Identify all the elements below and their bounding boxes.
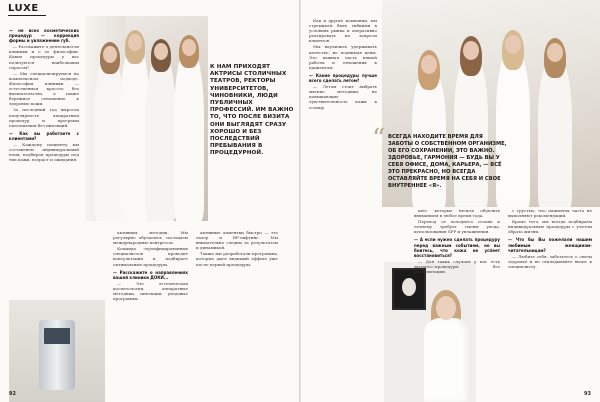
- paragraph: Также мы разработали программы, которые дают видимый эффект уже после первой процедуры.: [196, 251, 278, 267]
- question-heading: — Какие процедуры лучше всего сделать летом?: [309, 73, 377, 83]
- paragraph: — Любите себя, заботьтесь о своем здоровье и не откладывайте визит к специалисту.: [508, 253, 592, 269]
- left-column-2: [113, 230, 188, 302]
- paragraph: Кроме того, мы всегда подбираем индивидуальные процедуры с учетом образа жизни.: [508, 219, 592, 235]
- page-number-right: 93: [584, 391, 591, 397]
- paragraph: Мы научились удерживать качество, не поднимая цены. Это важная часть нашей работы и отношения к пациентам.: [309, 44, 377, 70]
- quote-mark-icon: “: [372, 124, 386, 154]
- paragraph: — Для таких случаев у нас есть экспресс-процедуры без реабилитации.: [414, 258, 500, 275]
- left-page: [0, 0, 299, 402]
- question-heading: — Как вы работаете с клиентами?: [9, 131, 79, 141]
- paragraph: с грустью, что пациенты часто не выполняют рекомендации.: [508, 208, 592, 219]
- right-column-1: [309, 18, 377, 111]
- question-heading: — Расскажите о направлениях вашей клиники ДОКИ...: [113, 270, 188, 280]
- paragraph: — Расскажите о деятельности клиники и о ее философии. Какие процедуры у вас пользуются наибольшим спросом?: [9, 44, 79, 70]
- paragraph: — Летом стоит выбрать мягкие методики, не повышающие чувствительность кожи к солнцу.: [309, 84, 377, 110]
- left-column-1: [9, 25, 79, 163]
- paragraph: — Это эстетическая косметология, аппаратные методики, инъекции, уходовые программы.: [113, 280, 188, 302]
- paragraph: Как и другие компании, мы стремимся быть гибкими в условиях рынка и оперативно реагировать на запросы клиентов.: [309, 18, 377, 44]
- device-screen: [44, 328, 70, 344]
- right-column-2: [414, 208, 500, 275]
- lead-text: — не всех косметических процедур — коррекция формы и увлажнение губ.: [9, 28, 79, 43]
- pull-quote-left: К НАМ ПРИХОДЯТ АКТРИСЫ СТОЛИЧНЫХ ТЕАТРОВ, РЕКТОРЫ УНИВЕРСИТЕТОВ, ЧИНОВНИКИ, ЛЮДИ ПУБЛИЧНЫХ ПРОФЕССИЙ. ИМ ВАЖНО ТО, ЧТО ПОСЛЕ ВИЗИТА ОНИ ВЫГЛЯДЯТ СРАЗУ ХОРОШО И БЕЗ ПОСЛЕДСТВИЙ ПРЕБЫВАНИЯ В ПРОЦЕДУРНОЙ.: [210, 64, 294, 157]
- pull-quote-right: ВСЕГДА НАХОДИТЕ ВРЕМЯ ДЛЯ ЗАБОТЫ О СОБСТВЕННОМ ОРГАНИЗМЕ, ОБ ЕГО СОХРАНЕНИИ, ЭТО ВАЖНО. ЗДОРОВЬЕ, ГАРМОНИЯ — БУДЬ ВЫ У СЕБЯ ОФИСЕ, ДОМА, КАРЬЕРА, — ВСЁ ЭТО ПРЕКРАСНО, НО ВСЕГДА ОСТАВЛЯЙТЕ ВРЕМЯ НА СЕБЯ И СВОЕ ВНУТРЕННЕЕ «Я».: [388, 134, 507, 189]
- page-number-left: 92: [9, 391, 16, 397]
- paragraph: — Каждому пациенту мы составляем индивидуальный план, подбирая процедуры под тип кожи, возраст и ожидания.: [9, 141, 79, 163]
- right-column-3: [508, 208, 592, 270]
- logo-underline: [8, 15, 46, 16]
- paragraph: Переход от холодного сезона к летнему требует смены ухода, использования SPF и увлажнения.: [414, 219, 500, 235]
- magazine-logo: LUXE: [8, 3, 39, 14]
- doctor-portrait-photo: [384, 262, 476, 402]
- team-photo: [86, 16, 208, 221]
- paragraph: активных методик. Мы регулярно обучаемся, посещаем международные конгрессы.: [113, 230, 188, 246]
- person-figure: [146, 54, 176, 221]
- person-figure: [174, 50, 204, 221]
- person-figure: [538, 58, 572, 207]
- paragraph: — Мы специализируемся на комплексном подходе. Философия клиники — естественная красота без вмешательства, а также бережное отношение к здоровью кожи.: [9, 70, 79, 107]
- paragraph: активные клиентки быстро — это лазер и RF-лифтинг. Мы внимательно следим за результатом и динамикой.: [196, 230, 278, 251]
- question-heading: — А если нужно сделать процедуру перед важным событием, но вы боитесь, что кожа не успеет восстановиться?: [414, 237, 500, 257]
- paragraph: шее, которые нельзя обделить вниманием в любое время года.: [414, 208, 500, 219]
- equipment-photo: [9, 300, 105, 402]
- paragraph: Команда сертифицированных специалистов проводит консультации и подбирает оптимальные процедуры.: [113, 246, 188, 267]
- question-heading: — Что бы Вы пожелали нашим любимым женщинам-читательницам?: [508, 237, 592, 252]
- paragraph: За последний год выросла популярность аппаратных процедур и программ омоложения без инъекций.: [9, 107, 79, 128]
- doctor-figure: [420, 288, 474, 402]
- left-column-3: [196, 230, 278, 268]
